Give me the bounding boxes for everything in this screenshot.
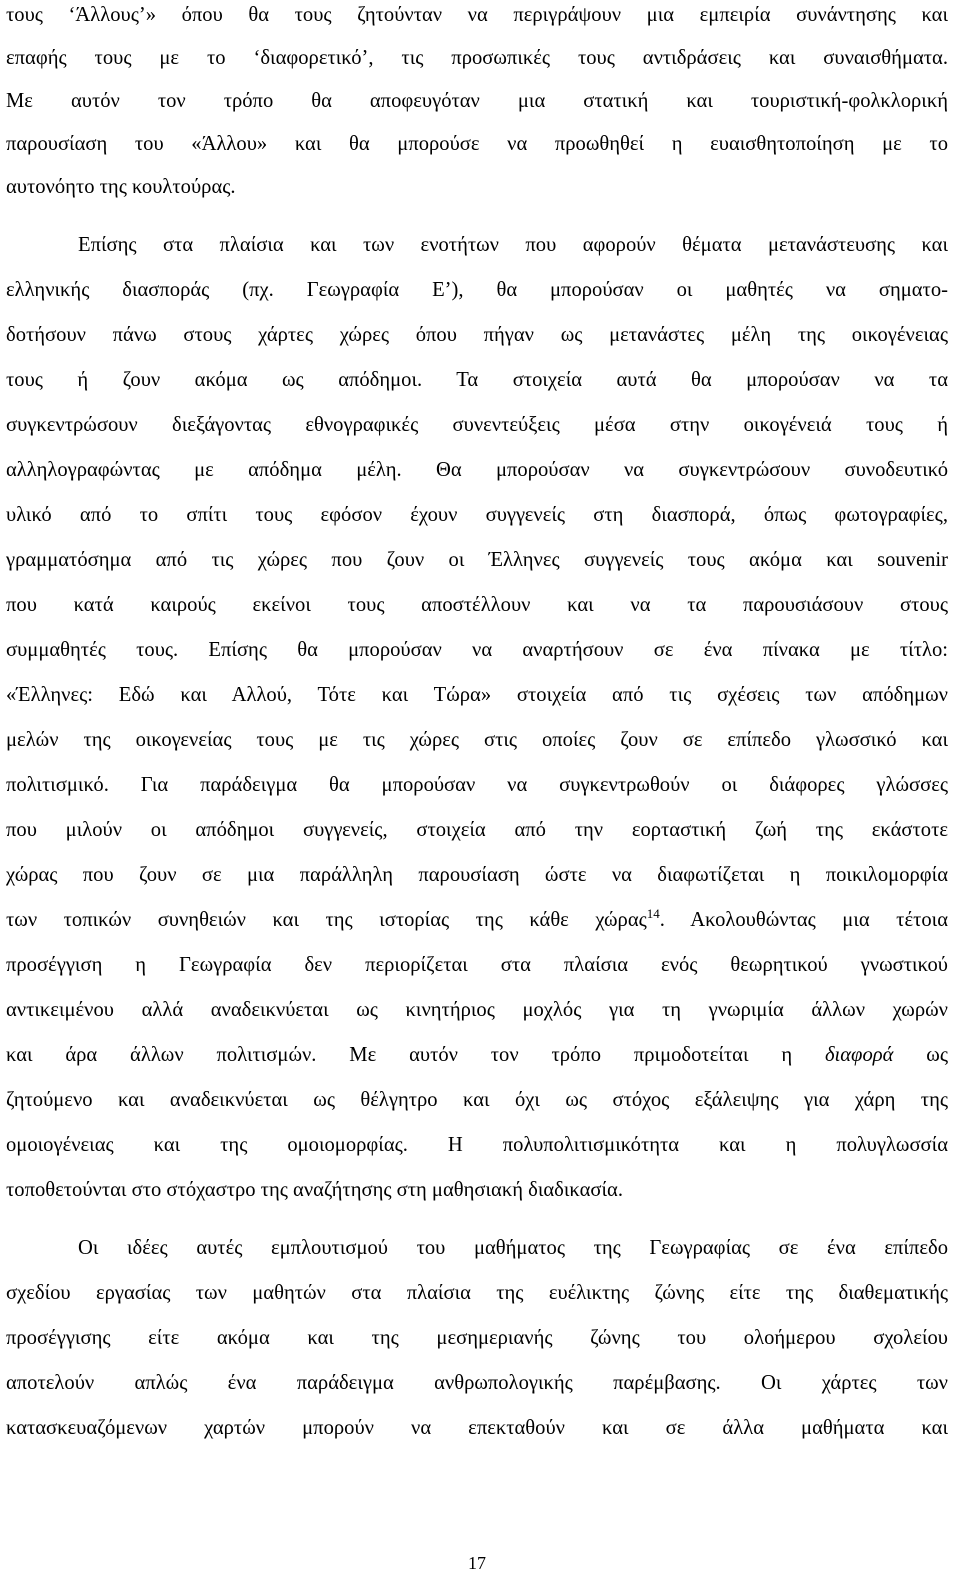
text-line-with-footnote <box>6 905 948 935</box>
paragraph-first-line: Επίσης στα πλαίσια και των ενοτήτων που αφορούν θέματα μετανάστευσης και <box>78 234 948 256</box>
text-line: πολιτισμικό. Για παράδειγμα θα μπορούσαν να συγκεντρωθούν οι διάφορες γλώσσες <box>6 774 948 796</box>
text-line: υλικό από το σπίτι τους εφόσον έχουν συγγενείς στη διασπορά, όπως φωτογραφίες, <box>6 504 948 526</box>
text-line: δοτήσουν πάνω στους χάρτες χώρες όπου πήγαν ως μετανάστες μέλη της οικογένειας <box>6 324 948 346</box>
text-line: συγκεντρώσουν διεξάγοντας εθνογραφικές συνεντεύξεις μέσα στην οικογένειά τους ή <box>6 414 948 436</box>
text-line: συμμαθητές τους. Επίσης θα μπορούσαν να αναρτήσουν σε ένα πίνακα με τίτλο: <box>6 639 948 661</box>
text-line: τους ‘Άλλους’» όπου θα τους ζητούνταν να περιγράψουν μια εμπειρία συνάντησης και <box>6 4 948 26</box>
text-line: ζητούμενο και αναδεικνύεται ως θέλγητρο και όχι ως στόχος εξάλειψης για χάρη της <box>6 1089 948 1111</box>
paragraph-first-line: Οι ιδέες αυτές εμπλουτισμού του μαθήματος της Γεωγραφίας σε ένα επίπεδο <box>78 1237 948 1259</box>
text-line: χώρας που ζουν σε μια παράλληλη παρουσίαση ώστε να διαφωτίζεται η ποικιλομορφία <box>6 864 948 886</box>
text-line: που κατά καιρούς εκείνοι τους αποστέλλουν και να τα παρουσιάσουν στους <box>6 594 948 616</box>
page-number: 17 <box>468 1553 486 1573</box>
text-line: μελών της οικογενείας τους με τις χώρες στις οποίες ζουν σε επίπεδο γλωσσικό και <box>6 729 948 751</box>
text-segment: ως <box>893 1044 948 1066</box>
text-line: προσέγγισης είτε ακόμα και της μεσημεριανής ζώνης του ολοήμερου σχολείου <box>6 1327 948 1349</box>
text-line: ελληνικής διασποράς (πχ. Γεωγραφία Ε’), θα μπορούσαν οι μαθητές να σηματο- <box>6 279 948 301</box>
text-line: επαφής τους με το ‘διαφορετικό’, τις προσωπικές τους αντιδράσεις και συναισθήματα. <box>6 47 948 69</box>
text-line: αποτελούν απλώς ένα παράδειγμα ανθρωπολογικής παρέμβασης. Οι χάρτες των <box>6 1372 948 1394</box>
text-line-with-emphasis <box>6 1040 948 1070</box>
text-line: προσέγγιση η Γεωγραφία δεν περιορίζεται στα πλαίσια ενός θεωρητικού γνωστικού <box>6 954 948 976</box>
text-line: τους ή ζουν ακόμα ως απόδημοι. Τα στοιχεία αυτά θα μπορούσαν να τα <box>6 369 948 391</box>
text-line: «Έλληνες: Εδώ και Αλλού, Τότε και Τώρα» στοιχεία από τις σχέσεις των απόδημων <box>6 684 948 706</box>
text-segment: . Ακολουθώντας μια τέτοια <box>659 909 948 931</box>
emphasis-word: διαφορά <box>824 1044 894 1066</box>
text-line: Με αυτόν τον τρόπο θα αποφευγόταν μια στατική και τουριστική-φολκλορική <box>6 90 948 112</box>
text-line: αυτονόητο της κουλτούρας. <box>6 176 236 198</box>
text-line: κατασκευαζόμενων χαρτών μπορούν να επεκταθούν και σε άλλα μαθήματα και <box>6 1417 948 1439</box>
text-line: αλληλογραφώντας με απόδημα μέλη. Θα μπορούσαν να συγκεντρώσουν συνοδευτικό <box>6 459 948 481</box>
text-line: γραμματόσημα από τις χώρες που ζουν οι Έλληνες συγγενείς τους ακόμα και souvenir <box>6 549 948 571</box>
text-segment: και άρα άλλων πολιτισμών. Με αυτόν τον τρόπο πριμοδοτείται η <box>6 1044 825 1066</box>
text-segment: των τοπικών συνηθειών και της ιστορίας της κάθε χώρας <box>6 909 647 931</box>
text-line: σχεδίου εργασίας των μαθητών στα πλαίσια της ευέλικτης ζώνης είτε της διαθεματικής <box>6 1282 948 1304</box>
document-page <box>6 0 948 1590</box>
text-line: τοποθετούνται στο στόχαστρο της αναζήτησης στη μαθησιακή διαδικασία. <box>6 1179 623 1201</box>
text-line: που μιλούν οι απόδημοι συγγενείς, στοιχεία από την εορταστική ζωή της εκάστοτε <box>6 819 948 841</box>
footnote-reference: 14 <box>646 906 660 921</box>
text-line: ομοιογένειας και της ομοιομορφίας. Η πολυπολιτισμικότητα και η πολυγλωσσία <box>6 1134 948 1156</box>
text-line: παρουσίαση του «Άλλου» και θα μπορούσε να προωθηθεί η ευαισθητοποίηση με το <box>6 133 948 155</box>
text-line: αντικειμένου αλλά αναδεικνύεται ως κινητήριος μοχλός για τη γνωριμία άλλων χωρών <box>6 999 948 1021</box>
